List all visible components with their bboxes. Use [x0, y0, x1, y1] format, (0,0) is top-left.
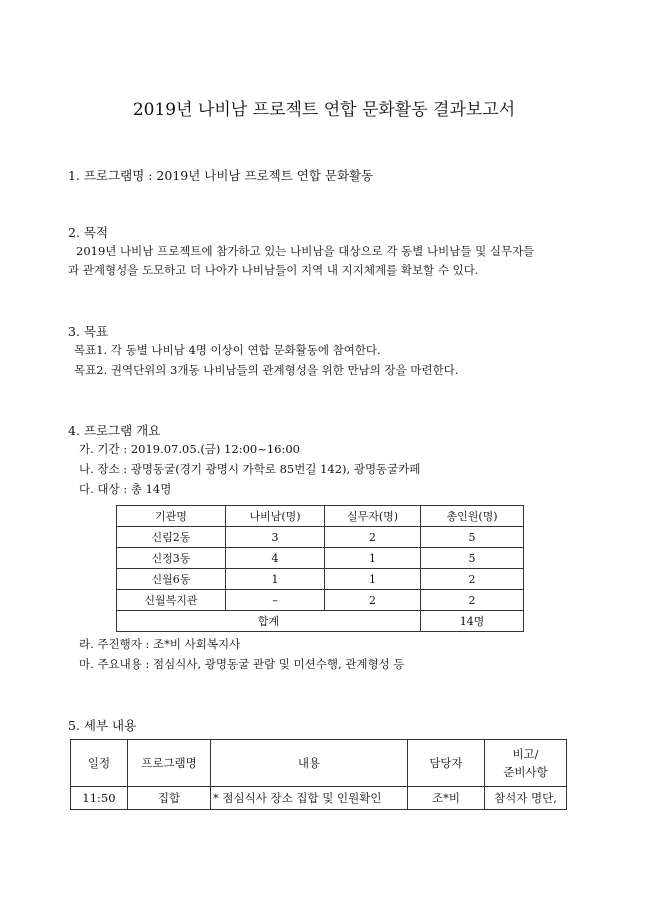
section-4-heading: 4. 프로그램 개요: [68, 423, 161, 438]
cell-nabinam: 3: [226, 527, 325, 548]
cell-org: 신월6동: [117, 569, 226, 590]
section-5-heading: 5. 세부 내용: [68, 718, 137, 733]
cell-staff: 1: [325, 569, 421, 590]
table-row: [117, 548, 524, 569]
purpose-line-2: 과 관계형성을 도모하고 더 나아가 나비남들이 지역 내 지지체계를 확보할 수 있다.: [68, 263, 479, 277]
cell-note: 참석자 명단,: [485, 787, 567, 810]
goal-2: 목표2. 권역단위의 3개동 나비남들의 관계형성을 위한 만남의 장을 마련한다.: [74, 363, 459, 377]
header-note: [485, 740, 567, 787]
schedule-header-row: [71, 740, 567, 787]
overview-place: 나. 장소 : 광명동굴(경기 광명시 가학로 85번길 142), 광명동굴카페: [79, 462, 421, 476]
cell-manager: 조*비: [408, 787, 485, 810]
table-row: [71, 787, 567, 810]
goal-1: 목표1. 각 동별 나비남 4명 이상이 연합 문화활동에 참여한다.: [74, 343, 381, 357]
schedule-table: [70, 739, 567, 810]
table-row: [117, 590, 524, 611]
cell-content: * 점심식사 장소 집합 및 인원확인: [211, 787, 408, 810]
cell-program: 집합: [128, 787, 211, 810]
header-time: 일정: [71, 740, 128, 787]
total-value: 14명: [421, 611, 524, 632]
header-content: 내용: [211, 740, 408, 787]
document-title: 2019년 나비남 프로젝트 연합 문화활동 결과보고서: [132, 100, 516, 120]
header-program: 프로그램명: [128, 740, 211, 787]
overview-leader: 라. 주진행자 : 조*비 사회복지사: [79, 637, 241, 651]
total-label: 합계: [117, 611, 421, 632]
table-row: [117, 527, 524, 548]
cell-staff: 2: [325, 527, 421, 548]
table-row: [117, 569, 524, 590]
cell-nabinam: 4: [226, 548, 325, 569]
overview-target: 다. 대상 : 총 14명: [79, 482, 172, 496]
cell-total: 5: [421, 548, 524, 569]
cell-org: 신월복지관: [117, 590, 226, 611]
header-note-line-1: 비고/: [512, 747, 539, 761]
section-2-heading: 2. 목적: [68, 225, 109, 240]
header-manager: 담당자: [408, 740, 485, 787]
cell-time: 11:50: [71, 787, 128, 810]
cell-org: 신정3동: [117, 548, 226, 569]
participants-header-row: [117, 506, 524, 527]
section-3-heading: 3. 목표: [68, 324, 109, 339]
cell-nabinam: 1: [226, 569, 325, 590]
header-total: 총인원(명): [421, 506, 524, 527]
participants-table: [116, 505, 524, 632]
overview-content: 마. 주요내용 : 점심식사, 광명동굴 관람 및 미션수행, 관계형성 등: [79, 657, 405, 671]
cell-total: 2: [421, 590, 524, 611]
header-staff: 실무자(명): [325, 506, 421, 527]
cell-staff: 2: [325, 590, 421, 611]
cell-org: 신림2동: [117, 527, 226, 548]
cell-nabinam: –: [226, 590, 325, 611]
cell-staff: 1: [325, 548, 421, 569]
purpose-line-1: 2019년 나비남 프로젝트에 참가하고 있는 나비남을 대상으로 각 동별 나비남들 및 실무자들: [76, 244, 535, 258]
overview-period: 가. 기간 : 2019.07.05.(금) 12:00~16:00: [79, 442, 300, 456]
header-nabinam: 나비남(명): [226, 506, 325, 527]
cell-total: 5: [421, 527, 524, 548]
section-1-heading: 1. 프로그램명 : 2019년 나비남 프로젝트 연합 문화활동: [68, 168, 374, 183]
cell-total: 2: [421, 569, 524, 590]
header-org: 기관명: [117, 506, 226, 527]
header-note-line-2: 준비사항: [503, 765, 548, 779]
total-row: [117, 611, 524, 632]
